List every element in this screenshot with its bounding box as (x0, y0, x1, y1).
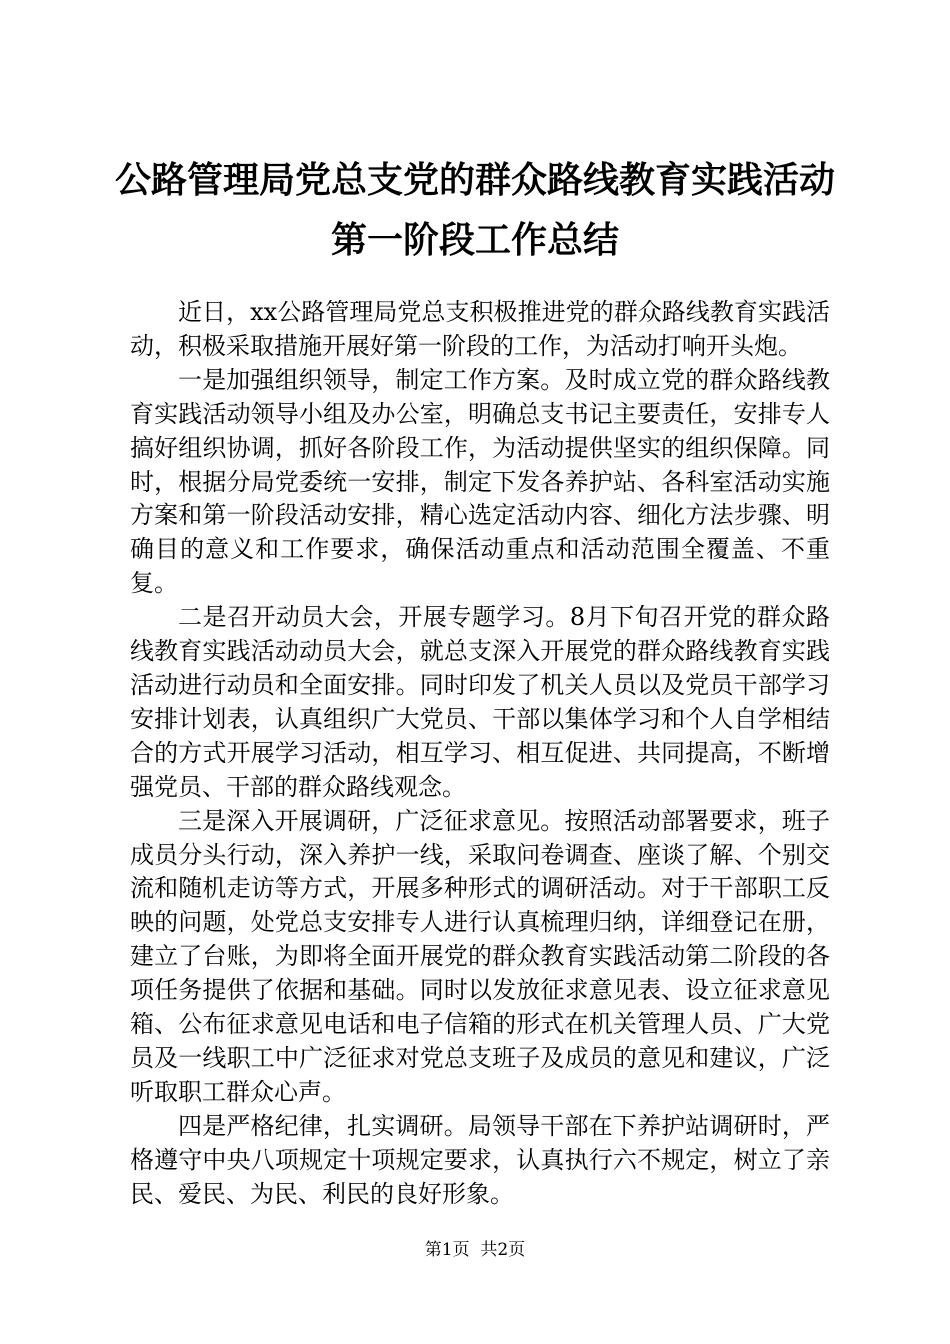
paragraph-point-3: 三是深入开展调研，广泛征求意见。按照活动部署要求，班子成员分头行动，深入养护一线，采取问卷调查、座谈了解、个别交流和随机走访等方式，开展多种形式的调研活动。对于干部职工反映的问题，处党总支安排专人进行认真梳理归纳，详细登记在册，建立了台账，为即将全面开展党的群众教育实践活动第二阶段的各项任务提供了依据和基础。同时以发放征求意见表、设立征求意见箱、公布征求意见电话和电子信箱的形式在机关管理人员、广大党员及一线职工中广泛征求对党总支班子及成员的意见和建议，广泛听取职工群众心声。 (130, 806, 830, 1106)
paragraph-point-1: 一是加强组织领导，制定工作方案。及时成立党的群众路线教育实践活动领导小组及办公室，明确总支书记主要责任，安排专人搞好组织协调，抓好各阶段工作，为活动提供坚实的组织保障。同时，根据分局党委统一安排，制定下发各养护站、各科室活动实施方案和第一阶段活动安排，精心选定活动内容、细化方法步骤、明确目的意义和工作要求，确保活动重点和活动范围全覆盖、不重复。 (130, 365, 830, 598)
document-body (130, 296, 830, 1211)
paragraph-point-2: 二是召开动员大会，开展专题学习。8月下旬召开党的群众路线教育实践活动动员大会，就总支深入开展党的群众路线教育实践活动进行动员和全面安排。同时印发了机关人员以及党员干部学习安排计划表，认真组织广大党员、干部以集体学习和个人自学相结合的方式开展学习活动，相互学习、相互促进、共同提高，不断增强党员、干部的群众路线观念。 (130, 603, 830, 801)
document-title-line-1: 公路管理局党总支党的群众路线教育实践活动 (114, 159, 835, 201)
paragraph-intro: 近日，xx公路管理局党总支积极推进党的群众路线教育实践活动，积极采取措施开展好第一阶段的工作，为活动打响开头炮。 (130, 298, 830, 360)
paragraph-point-4: 四是严格纪律，扎实调研。局领导干部在下养护站调研时，严格遵守中央八项规定十项规定要求，认真执行六不规定，树立了亲民、爱民、为民、利民的良好形象。 (130, 1111, 830, 1208)
document-title-line-2: 第一阶段工作总结 (330, 219, 619, 261)
page-footer: 第1页 共2页 (424, 1240, 526, 1260)
